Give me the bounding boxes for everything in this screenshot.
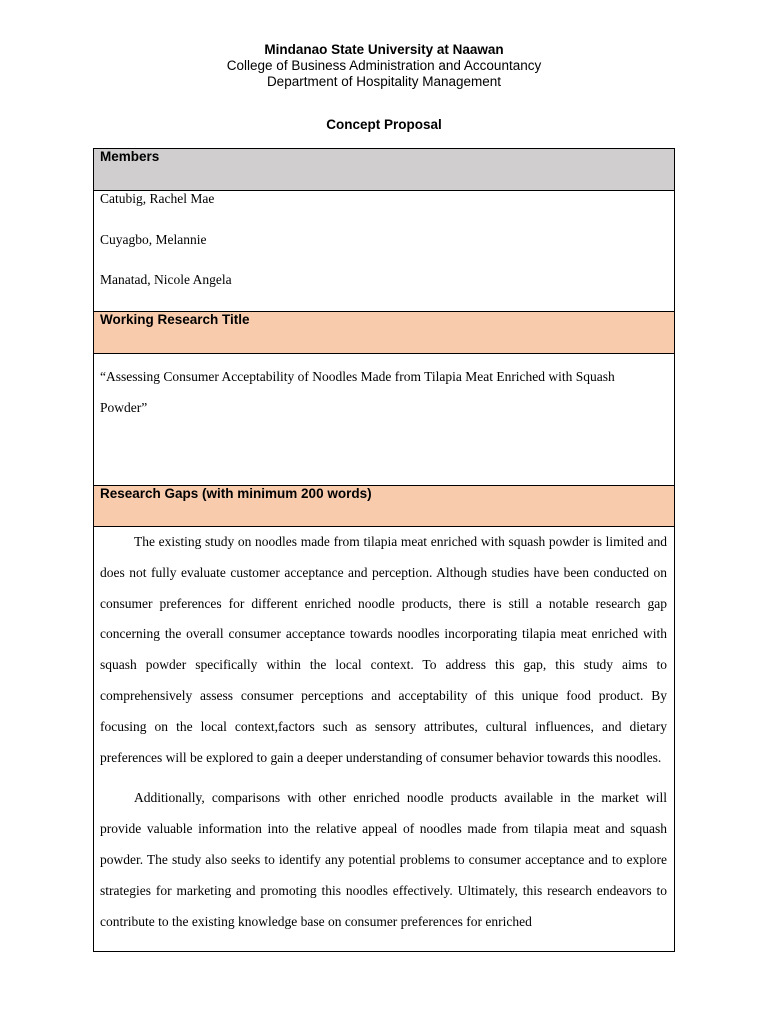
college-name: College of Business Administration and Accountancy: [226, 58, 542, 73]
members-heading-row: [94, 149, 674, 191]
research-title-heading: Working Research Title: [100, 312, 250, 327]
research-gaps-heading: Research Gaps (with minimum 200 words): [100, 486, 372, 501]
research-title-cell: [94, 354, 674, 486]
members-list: [94, 191, 674, 312]
member-name: Cuyagbo, Melannie: [100, 232, 207, 247]
research-gaps-cell: [94, 527, 674, 951]
proposal-table: [93, 148, 675, 952]
research-gaps-heading-row: [94, 486, 674, 527]
members-heading: Members: [100, 149, 160, 164]
member-name: Catubig, Rachel Mae: [100, 191, 215, 206]
document-header: [0, 42, 768, 90]
research-gaps-paragraph: The existing study on noodles made from tilapia meat enriched with squash powder is limited and does not fully evaluate customer acceptance and perception. Although studies have been conducted on consumer preferences for different enriched noodle products, there is still a notable research gap concerning the overall consumer acceptance towards noodles incorporating tilapia meat enriched with squash powder specifically within the local context. To address this gap, this study aims to comprehensively assess consumer perceptions and acceptability of this unique food product. By focusing on the local context,factors such as sensory attributes, cultural influences, and dietary preferences will be explored to gain a deeper understanding of consumer behavior towards this noodles.: [100, 534, 667, 765]
university-name: Mindanao State University at Naawan: [264, 42, 504, 57]
research-title-text: “Assessing Consumer Acceptability of Noodles Made from Tilapia Meat Enriched with Squash Powder”: [100, 369, 615, 415]
research-title-heading-row: [94, 312, 674, 354]
department-name: Department of Hospitality Management: [266, 74, 502, 89]
member-name: Manatad, Nicole Angela: [100, 272, 232, 287]
document-title: Concept Proposal: [326, 117, 442, 132]
research-gaps-body: [100, 527, 667, 937]
research-gaps-paragraph: Additionally, comparisons with other enriched noodle products available in the market will provide valuable information into the relative appeal of noodles made from tilapia meat and squash powder. The study also seeks to identify any potential problems to consumer acceptance and to explore strategies for marketing and promoting this noodles effectively. Ultimately, this research endeavors to contribute to the existing knowledge base on consumer preferences for enriched: [100, 790, 667, 929]
